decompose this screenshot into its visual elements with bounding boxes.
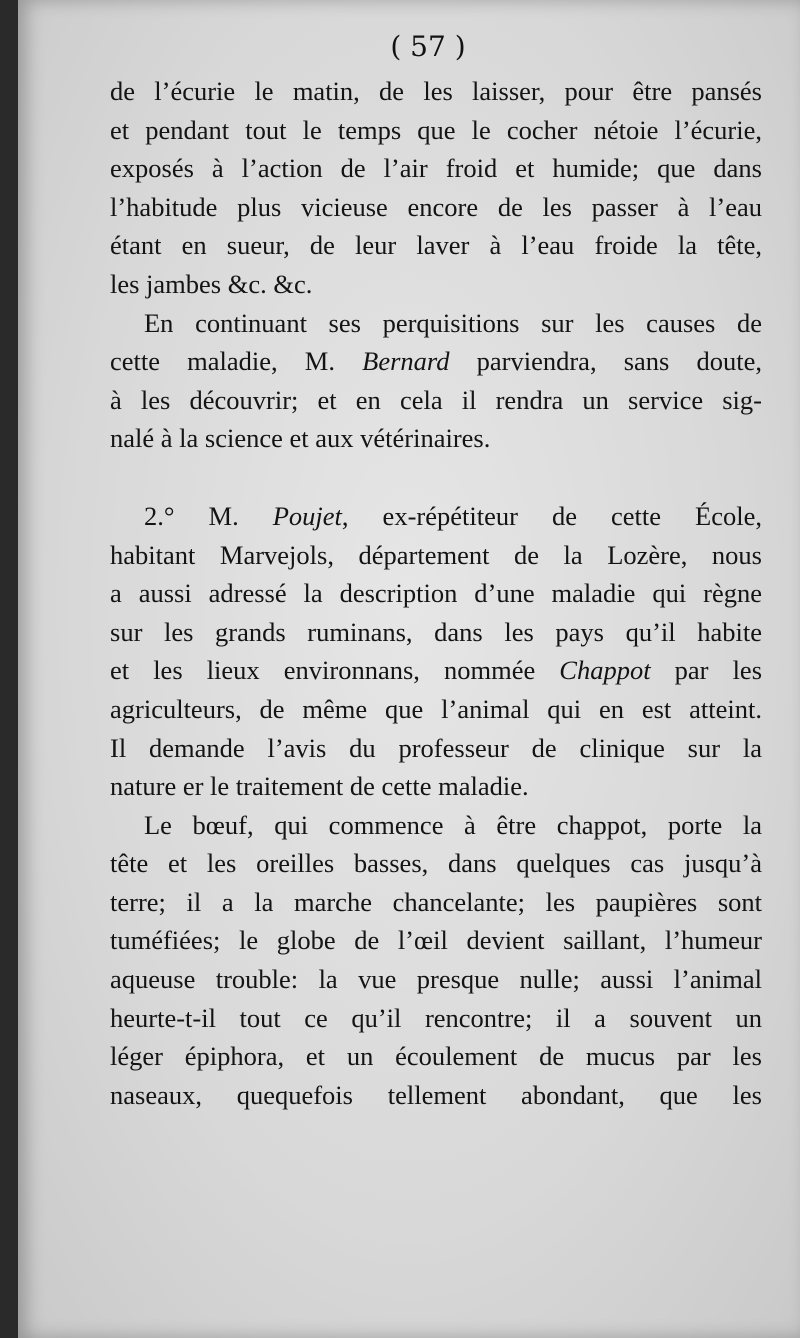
paragraph-gap [110,458,762,497]
text-line: l’habitude plus vicieuse encore de les passer à l’eau [110,191,762,222]
text-line: Le bœuf, qui commence à être chappot, porte la [144,809,762,840]
text-line: naseaux, quequefois tellement abondant, que les [110,1079,762,1110]
paragraph-3 [110,497,762,806]
text-line: tête et les oreilles basses, dans quelques cas jusqu’à [110,848,762,879]
text-line: à les découvrir; et en cela il rendra un service sig- [110,384,762,415]
text-line: Il demande l’avis du professeur de clinique sur la [110,732,762,763]
text-line: agriculteurs, de même que l’animal qui en est atteint. [110,693,762,724]
text-line: de l’écurie le matin, de les laisser, pour être pansés [110,76,762,106]
paragraph-2 [110,304,762,458]
text-line: terre; il a la marche chancelante; les paupières sont [110,886,762,917]
text-line: et pendant tout le temps que le cocher nétoie l’écurie, [110,114,762,145]
text-line: étant en sueur, de leur laver à l’eau froide la tête, [110,230,762,261]
paragraph-4 [110,806,762,1115]
text-line: habitant Marvejols, département de la Lozère, nous [110,539,762,570]
page-number: ( 57 ) [390,30,466,63]
text-line: cette maladie, M. Bernard parviendra, sans doute, [110,346,763,377]
text-line: léger épiphora, et un écoulement de mucus par les [110,1041,762,1072]
text-line: 2.° M. Poujet, ex-répétiteur de cette École, [144,500,762,531]
text-line: sur les grands ruminans, dans les pays qu’il habite [110,616,762,647]
text-line: nalé à la science et aux vétérinaires. [110,423,491,454]
text-line: En continuant ses perquisitions sur les causes de [144,307,762,338]
text-line: les jambes &c. &c. [110,268,313,299]
text-line: tuméfiées; le globe de l’œil devient saillant, l’humeur [110,925,762,956]
text-line: nature er le traitement de cette maladie. [110,771,529,802]
book-page [18,0,800,1338]
paragraph-1 [110,72,762,304]
text-line: heurte-t-il tout ce qu’il rencontre; il a souvent un [110,1002,762,1033]
text-line: aqueuse trouble: la vue presque nulle; aussi l’animal [110,964,762,995]
body-text [110,72,762,1114]
text-line: a aussi adressé la description d’une maladie qui règne [110,578,762,609]
text-line: et les lieux environnans, nommée Chappot par les [110,655,763,686]
text-line: exposés à l’action de l’air froid et humide; que dans [110,153,762,184]
